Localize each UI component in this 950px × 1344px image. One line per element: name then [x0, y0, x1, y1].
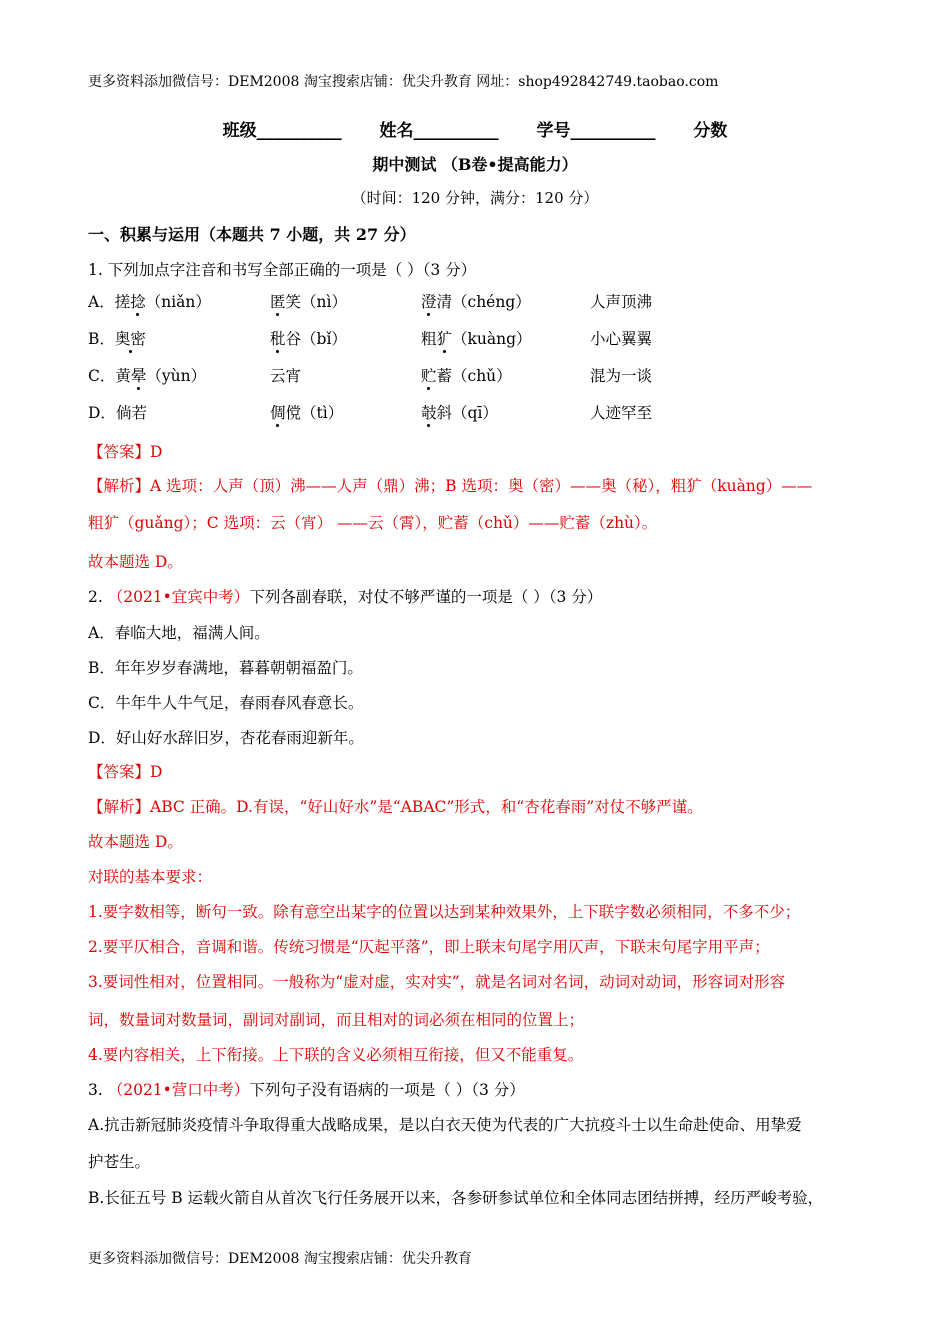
q1-analysis-line-2: 粗犷（guǎng）；C 选项：云（宵） ——云（霄），贮蓄（chǔ）——贮蓄（zhù）。 — [88, 514, 658, 532]
section-heading: 一、积累与运用（本题共 7 小题，共 27 分） — [88, 225, 416, 244]
question-1-stem: 1. 下列加点字注音和书写全部正确的一项是（ ）（3 分） — [88, 261, 477, 279]
q1-option-b: B．奥密 — [88, 330, 146, 348]
q2-rule-2: 2.要平仄相合，音调和谐。传统习惯是“仄起平落”，即上联末句尾字用仄声，下联末句尾字用平声； — [88, 938, 770, 956]
q1-answer: 【答案】D — [88, 443, 163, 461]
exam-title: 期中测试 （B卷•提高能力） — [372, 155, 578, 174]
q1-option-c-3: 贮蓄（chǔ） — [421, 367, 512, 385]
q1-option-b-4: 小心翼翼 — [590, 330, 653, 348]
q1-analysis-line-1: 【解析】A 选项：人声（顶）沸——人声（鼎）沸；B 选项：奥（密）——奥（秘），粗犷（kuàng）—— — [88, 477, 813, 495]
page-footer: 更多资料添加微信号：DEM2008 淘宝搜索店铺：优尖升教育 — [88, 1251, 472, 1267]
q2-option-d: D．好山好水辞旧岁，杏花春雨迎新年。 — [88, 729, 364, 747]
form-row — [0, 116, 950, 141]
q2-option-b: B．年年岁岁春满地，暮暮朝朝福盈门。 — [88, 659, 363, 677]
q1-option-d: D．倘若 — [88, 404, 147, 422]
q1-option-a-4: 人声顶沸 — [590, 293, 653, 311]
q2-answer: 【答案】D — [88, 763, 163, 781]
q2-rules-title: 对联的基本要求： — [88, 868, 213, 886]
name-field[interactable]: 姓名__________ — [379, 121, 499, 141]
score-field[interactable]: 分数 — [693, 121, 728, 141]
q1-option-d-4: 人迹罕至 — [590, 404, 653, 422]
q1-option-a: A．搓捻（niǎn） — [88, 293, 211, 311]
class-field[interactable]: 班级__________ — [222, 121, 342, 141]
q2-source: （2021•宜宾中考） — [107, 588, 250, 606]
q3-source: （2021•营口中考） — [107, 1081, 250, 1099]
q3-option-a-line-1: A.抗击新冠肺炎疫情斗争取得重大战略成果，是以白衣天使为代表的广大抗疫斗士以生命赴使命、用挚爱 — [88, 1116, 802, 1134]
q2-rule-4: 4.要内容相关，上下衔接。上下联的含义必须相互衔接，但又不能重复。 — [88, 1046, 584, 1064]
q2-analysis: 【解析】ABC 正确。D.有误，“好山好水”是“ABAC”形式，和“杏花春雨”对仗不够严谨。 — [88, 798, 703, 816]
question-3-stem: 3. （2021•营口中考）下列句子没有语病的一项是（ ）（3 分） — [88, 1081, 525, 1099]
q1-option-c: C．黄晕（yùn） — [88, 367, 207, 385]
q1-option-c-2: 云宵 — [270, 367, 302, 385]
q2-option-c: C．牛年牛人牛气足，春雨春风春意长。 — [88, 694, 364, 712]
q2-rule-3-cont: 词，数量词对数量词，副词对副词，而且相对的词必须在相同的位置上； — [88, 1011, 585, 1029]
q1-option-b-2: 秕谷（bǐ） — [270, 330, 347, 348]
q1-option-a-3: 澄清（chéng） — [421, 293, 531, 311]
q2-option-a: A．春临大地，福满人间。 — [88, 624, 270, 642]
exam-time-info: （时间：120 分钟，满分：120 分） — [351, 189, 599, 207]
q2-rule-3: 3.要词性相对，位置相同。一般称为“虚对虚，实对实”，就是名词对名词，动词对动词，形容词对形容 — [88, 973, 786, 991]
q1-option-a-2: 匿笑（nì） — [270, 293, 347, 311]
q2-conclusion: 故本题选 D。 — [88, 833, 183, 851]
q1-option-c-4: 混为一谈 — [590, 367, 653, 385]
q3-option-b-line-1: B.长征五号 B 运载火箭自从首次飞行任务展开以来，各参研参试单位和全体同志团结拼搏，经历严峻考验， — [88, 1189, 824, 1207]
q1-option-d-2: 倜傥（tì） — [270, 404, 344, 422]
page-header: 更多资料添加微信号：DEM2008 淘宝搜索店铺：优尖升教育 网址：shop492842749.taobao.com — [88, 74, 719, 90]
q3-option-a-line-2: 护苍生。 — [88, 1153, 151, 1171]
q1-option-d-3: 攲斜（qī） — [421, 404, 498, 422]
q1-conclusion: 故本题选 D。 — [88, 553, 183, 571]
q1-option-b-3: 粗犷（kuàng） — [421, 330, 532, 348]
student-id-field[interactable]: 学号__________ — [536, 121, 656, 141]
question-2-stem: 2. （2021•宜宾中考）下列各副春联，对仗不够严谨的一项是（ ）（3 分） — [88, 588, 603, 606]
q2-rule-1: 1.要字数相等，断句一致。除有意空出某字的位置以达到某种效果外，上下联字数必须相同，不多不少； — [88, 903, 801, 921]
